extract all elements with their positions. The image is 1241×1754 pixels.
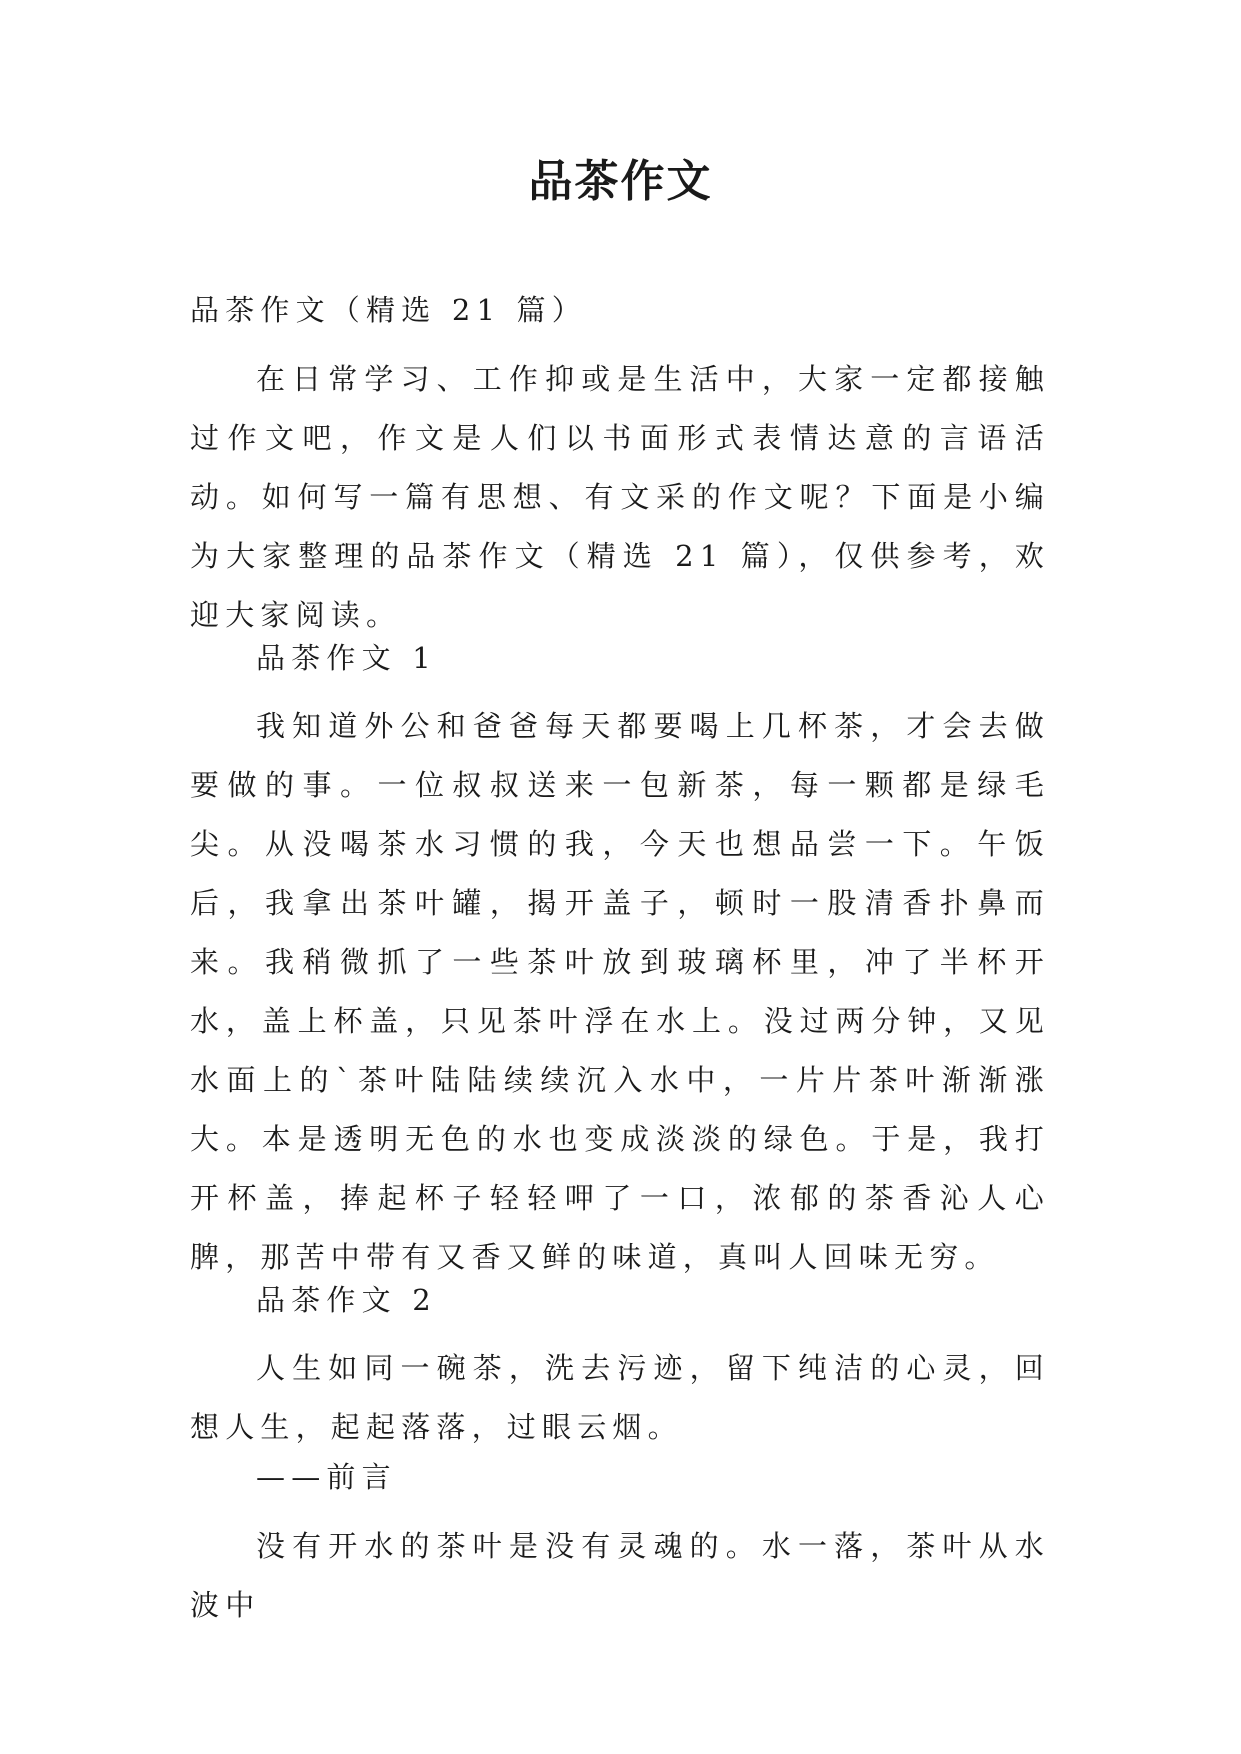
section-body-2-continued: 没有开水的茶叶是没有灵魂的。水一落，茶叶从水波中 bbox=[190, 1529, 1050, 1622]
intro-paragraph: 在日常学习、工作抑或是生活中，大家一定都接触过作文吧，作文是人们以书面形式表情达意的言语活动。如何写一篇有思想、有文采的作文呢？下面是小编为大家整理的品茶作文（精选 21 篇），仅供参考，欢迎大家阅读。 bbox=[190, 362, 1050, 632]
document-title: 品茶作文 bbox=[528, 156, 713, 207]
section-body-1: 我知道外公和爸爸每天都要喝上几杯茶，才会去做要做的事。一位叔叔送来一包新茶，每一颗都是绿毛尖。从没喝茶水习惯的我，今天也想品尝一下。午饭后，我拿出茶叶罐，揭开盖子，顿时一股清香扑鼻而来。我稍微抓了一些茶叶放到玻璃杯里，冲了半杯开水，盖上杯盖，只见茶叶浮在水上。没过两分钟，又见水面上的`茶叶陆陆续续沉入水中，一片片茶叶渐渐涨大。本是透明无色的水也变成淡淡的绿色。于是，我打开杯盖，捧起杯子轻轻呷了一口，浓郁的茶香沁人心脾，那苦中带有又香又鲜的味道，真叫人回味无穷。 bbox=[190, 709, 1050, 1274]
section-heading-2: 品茶作文 2 bbox=[256, 1283, 437, 1317]
document-subtitle: 品茶作文（精选 21 篇） bbox=[190, 293, 587, 327]
section-preface-line: ——前言 bbox=[256, 1460, 397, 1494]
section-heading-1: 品茶作文 1 bbox=[256, 641, 437, 675]
section-body-2: 人生如同一碗茶，洗去污迹，留下纯洁的心灵，回想人生，起起落落，过眼云烟。 bbox=[190, 1351, 1050, 1444]
